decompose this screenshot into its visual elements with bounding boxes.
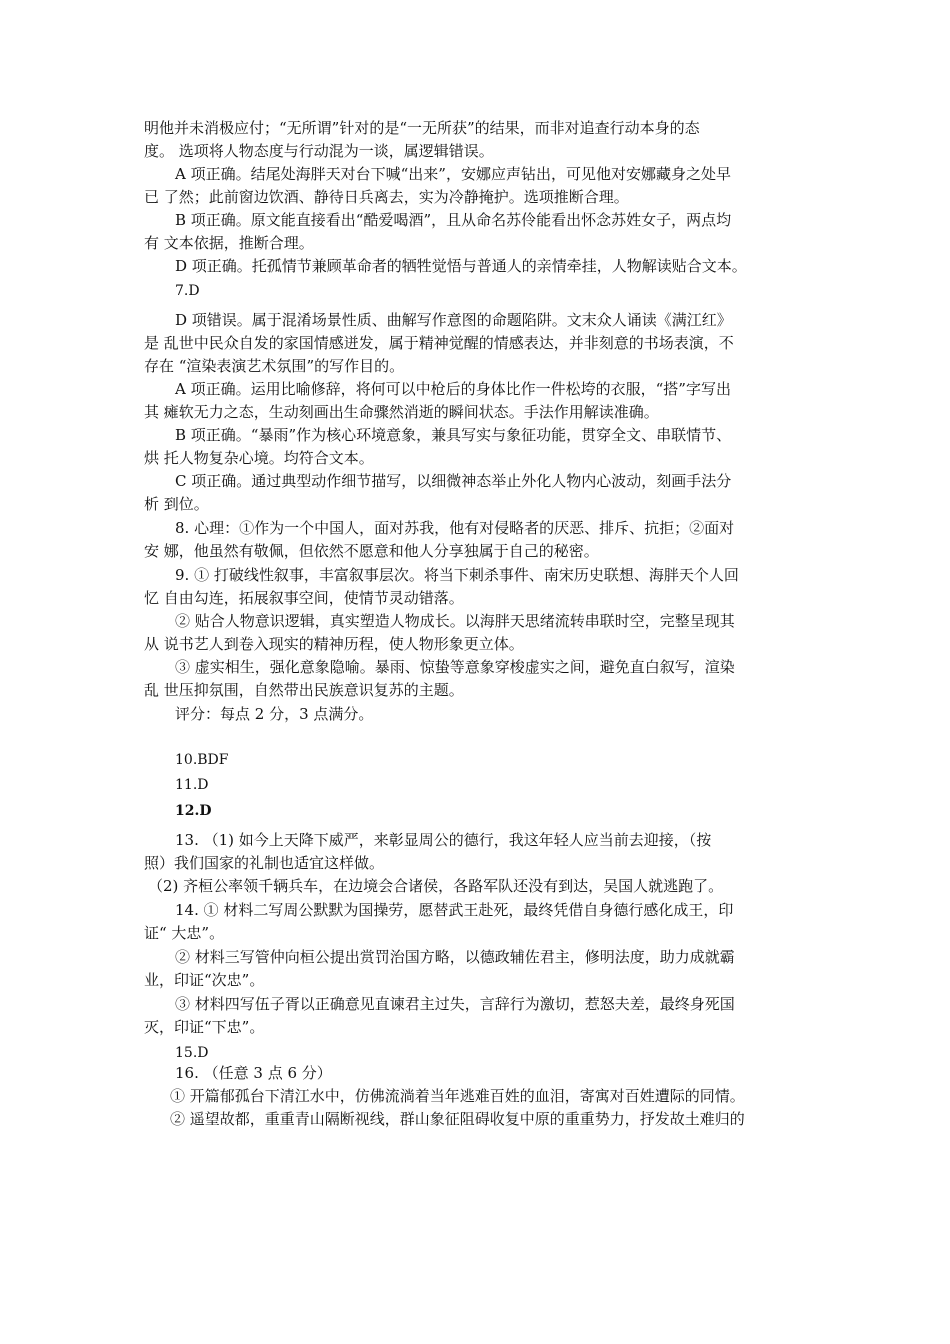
text-line: 16. （任意 3 点 6 分） [175, 1064, 332, 1082]
text-line: ③ 虚实相生，强化意象隐喻。暴雨、惊蛰等意象穿梭虚实之间，避免直白叙写，渲染 [175, 658, 735, 676]
text-line: 乱 世压抑氛围，自然带出民族意识复苏的主题。 [144, 681, 464, 699]
text-line: B 项正确。原文能直接看出“酷爱喝酒”，且从命名苏伶能看出怀念苏姓女子，两点均 [175, 211, 732, 229]
text-line: 证“ 大忠”。 [144, 924, 225, 942]
text-line: A 项正确。运用比喻修辞，将何可以中枪后的身体比作一件松垮的衣服，“搭”字写出 [175, 380, 731, 398]
text-line: ② 遥望故都，重重青山隔断视线，群山象征阻碍收复中原的重重势力，抒发故土难归的 [170, 1110, 745, 1128]
text-line: ② 材料三写管仲向桓公提出赏罚治国方略，以德政辅佐君主，修明法度，助力成就霸 [175, 948, 735, 966]
text-line: 存在 “渲染表演艺术氛围”的写作目的。 [144, 357, 405, 375]
text-line: ① 开篇郁孤台下清江水中，仿佛流淌着当年逃难百姓的血泪，寄寓对百姓遭际的同情。 [170, 1087, 745, 1105]
text-line: 业，印证“次忠”。 [144, 971, 265, 989]
answer-number: 10.BDF [175, 752, 229, 768]
answer-number: 12.D [175, 803, 212, 819]
text-line: 从 说书艺人到卷入现实的精神历程，使人物形象更立体。 [144, 635, 524, 653]
answer-number: 7.D [175, 283, 200, 299]
scoring-note: 评分：每点 2 分，3 点满分。 [175, 705, 374, 723]
text-line: 安 娜，他虽然有敬佩，但依然不愿意和他人分享独属于自己的秘密。 [144, 542, 599, 560]
text-line: 明他并未消极应付；“无所谓”针对的是“一无所获”的结果，而非对追查行动本身的态 [144, 119, 700, 137]
text-line: 度。 选项将人物态度与行动混为一谈，属逻辑错误。 [144, 142, 494, 160]
text-line: 照）我们国家的礼制也适宜这样做。 [144, 854, 385, 872]
text-line: 13. （1) 如今上天降下威严，来彰显周公的德行，我这年轻人应当前去迎接，（按 [175, 831, 712, 849]
text-line: 是 乱世中民众自发的家国情感迸发，属于精神觉醒的情感表达，并非刻意的书场表演，不 [144, 334, 734, 352]
text-line: 有 文本依据，推断合理。 [144, 234, 314, 252]
text-line: ② 贴合人物意识逻辑，真实塑造人物成长。以海胖天思绪流转串联时空，完整呈现其 [175, 612, 735, 630]
text-line: （2) 齐桓公率领千辆兵车，在边境会合诸侯，各路军队还没有到达，吴国人就逃跑了。 [148, 877, 724, 895]
text-line: ③ 材料四写伍子胥以正确意见直谏君主过失，言辞行为激切，惹怒夫差，最终身死国 [175, 995, 735, 1013]
text-line: 其 瘫软无力之态，生动刻画出生命骤然消逝的瞬间状态。手法作用解读准确。 [144, 403, 659, 421]
text-line: 8. 心理：①作为一个中国人，面对苏我，他有对侵略者的厌恶、排斥、抗拒；②面对 [175, 519, 735, 537]
text-line: 灭，印证“下忠”。 [144, 1018, 265, 1036]
text-line: 已 了然；此前窗边饮酒、静待日兵离去，实为冷静掩护。选项推断合理。 [144, 188, 629, 206]
text-line: D 项错误。属于混淆场景性质、曲解写作意图的命题陷阱。文末众人诵读《满江红》 [175, 311, 732, 329]
answer-number: 15.D [175, 1045, 209, 1061]
text-line: 9. ① 打破线性叙事，丰富叙事层次。将当下刺杀事件、南宋历史联想、海胖天个人回 [175, 566, 739, 584]
text-line: B 项正确。“暴雨”作为核心环境意象，兼具写实与象征功能，贯穿全文、串联情节、 [175, 426, 732, 444]
text-line: 烘 托人物复杂心境。均符合文本。 [144, 449, 374, 467]
text-line: C 项正确。通过典型动作细节描写，以细微神态举止外化人物内心波动，刻画手法分 [175, 472, 732, 490]
text-line: D 项正确。托孤情节兼顾革命者的牺牲觉悟与普通人的亲情牵挂，人物解读贴合文本。 [175, 257, 747, 275]
text-line: 忆 自由勾连，拓展叙事空间，使情节灵动错落。 [144, 589, 464, 607]
answer-number: 11.D [175, 777, 209, 793]
text-line: 析 到位。 [144, 495, 209, 513]
text-line: 14. ① 材料二写周公默默为国操劳，愿替武王赴死，最终凭借自身德行感化成王，印 [175, 901, 734, 919]
text-line: A 项正确。结尾处海胖天对台下喊“出来”，安娜应声钻出，可见他对安娜藏身之处早 [175, 165, 731, 183]
